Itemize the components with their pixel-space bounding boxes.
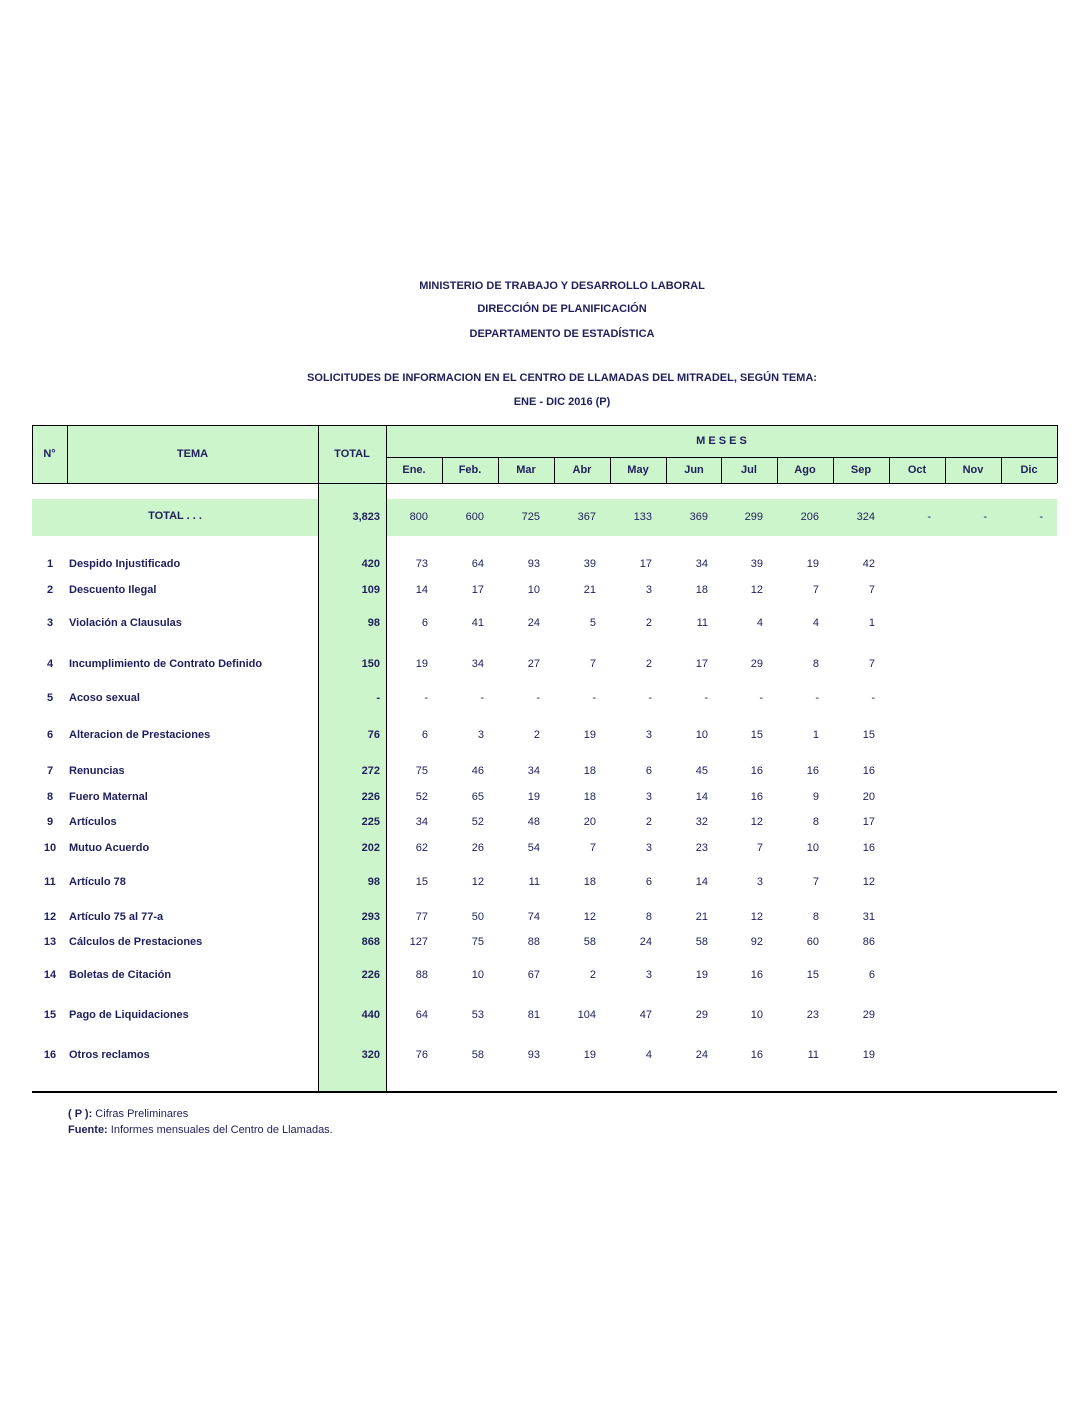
row-month-value: 34 [415, 816, 428, 828]
row-number: 8 [46, 791, 54, 803]
row-total: 98 [367, 876, 380, 888]
row-month-value: 19 [862, 1049, 875, 1061]
total-row-value: 600 [465, 511, 484, 523]
row-month-value: 12 [862, 876, 875, 888]
row-number: 12 [43, 911, 57, 923]
row-month-value: 7 [868, 658, 875, 670]
total-row-value: 299 [744, 511, 763, 523]
row-month-value: 14 [695, 876, 708, 888]
month-header: Dic [1020, 464, 1038, 476]
month-header: May [627, 464, 649, 476]
row-month-value: 92 [750, 936, 763, 948]
row-month-value: 2 [645, 617, 652, 629]
row-month-value: 86 [862, 936, 875, 948]
row-month-value: 20 [862, 791, 875, 803]
note-source [68, 1124, 333, 1136]
row-month-value: - [648, 692, 652, 704]
row-month-value: 8 [645, 911, 652, 923]
row-month-value: 3 [645, 842, 652, 854]
row-month-value: 60 [806, 936, 819, 948]
month-header: Ago [794, 464, 816, 476]
row-number: 4 [46, 658, 54, 670]
row-tema: Fuero Maternal [69, 791, 148, 803]
row-month-value: 88 [415, 969, 428, 981]
row-month-value: 5 [589, 617, 596, 629]
row-number: 14 [43, 969, 57, 981]
row-month-value: - [871, 692, 875, 704]
row-month-value: 46 [471, 765, 484, 777]
row-month-value: 16 [750, 765, 763, 777]
row-month-value: 104 [577, 1009, 596, 1021]
row-month-value: 8 [812, 658, 819, 670]
row-tema: Pago de Liquidaciones [69, 1009, 189, 1021]
row-total: 293 [361, 911, 380, 923]
row-month-value: 2 [645, 658, 652, 670]
row-month-value: 39 [583, 558, 596, 570]
row-month-value: 3 [756, 876, 763, 888]
row-month-value: 2 [589, 969, 596, 981]
row-tema: Artículo 78 [69, 876, 126, 888]
row-month-value: 58 [583, 936, 596, 948]
row-month-value: 34 [527, 765, 540, 777]
row-number: 1 [46, 558, 54, 570]
row-total: 150 [361, 658, 380, 670]
row-total: 109 [361, 584, 380, 596]
row-month-value: 3 [645, 729, 652, 741]
total-row-value: 206 [800, 511, 819, 523]
row-month-value: 74 [527, 911, 540, 923]
total-row-value: - [927, 511, 931, 523]
row-month-value: 11 [696, 617, 708, 629]
row-month-value: 19 [583, 729, 596, 741]
month-header: Jul [741, 464, 757, 476]
row-number: 3 [46, 617, 54, 629]
col-meses-header: M E S E S [696, 435, 747, 447]
month-header: Mar [516, 464, 536, 476]
row-month-value: 42 [862, 558, 875, 570]
row-month-value: 21 [583, 584, 596, 596]
row-month-value: 3 [645, 969, 652, 981]
row-month-value: 4 [645, 1049, 652, 1061]
row-month-value: 6 [645, 765, 652, 777]
row-month-value: 3 [477, 729, 484, 741]
row-month-value: 75 [415, 765, 428, 777]
row-month-value: 26 [471, 842, 484, 854]
row-total: 202 [361, 842, 380, 854]
row-month-value: 52 [415, 791, 428, 803]
row-total: 98 [367, 617, 380, 629]
row-month-value: 64 [415, 1009, 428, 1021]
row-month-value: 19 [583, 1049, 596, 1061]
row-month-value: 10 [806, 842, 819, 854]
table-top-border [32, 425, 1057, 426]
row-month-value: 67 [527, 969, 540, 981]
row-month-value: 16 [862, 842, 875, 854]
row-month-value: 76 [415, 1049, 428, 1061]
report-period: ENE - DIC 2016 (P) [513, 396, 611, 408]
row-month-value: 14 [695, 791, 708, 803]
row-month-value: 54 [527, 842, 540, 854]
row-month-value: 9 [812, 791, 819, 803]
row-month-value: 7 [812, 876, 819, 888]
total-row-value: 725 [521, 511, 540, 523]
row-number: 10 [43, 842, 57, 854]
col-num-header: N° [43, 448, 56, 460]
row-month-value: 16 [750, 791, 763, 803]
row-month-value: 15 [862, 729, 875, 741]
row-month-value: 15 [750, 729, 763, 741]
row-tema: Artículos [69, 816, 117, 828]
row-month-value: 93 [527, 558, 540, 570]
row-total: 440 [361, 1009, 380, 1021]
row-month-value: 16 [862, 765, 875, 777]
note-preliminary [68, 1108, 188, 1120]
row-total: 226 [361, 791, 380, 803]
row-number: 2 [46, 584, 54, 596]
row-month-value: 7 [589, 842, 596, 854]
row-month-value: - [759, 692, 763, 704]
row-month-value: 48 [527, 816, 540, 828]
row-month-value: - [592, 692, 596, 704]
row-number: 9 [46, 816, 54, 828]
total-row-total: 3,823 [352, 511, 380, 523]
row-number: 16 [43, 1049, 57, 1061]
row-month-value: 6 [421, 617, 428, 629]
header-right-border [1057, 425, 1058, 483]
row-total: 76 [367, 729, 380, 741]
row-month-value: 73 [415, 558, 428, 570]
row-month-value: 24 [695, 1049, 708, 1061]
row-month-value: 14 [415, 584, 428, 596]
row-month-value: 29 [862, 1009, 875, 1021]
row-month-value: 127 [409, 936, 428, 948]
row-total: - [376, 692, 380, 704]
row-month-value: 17 [639, 558, 652, 570]
row-number: 11 [44, 876, 56, 888]
row-month-value: 21 [695, 911, 708, 923]
row-month-value: 39 [750, 558, 763, 570]
row-month-value: 41 [471, 617, 484, 629]
row-tema: Renuncias [69, 765, 125, 777]
note-source-key: Fuente: [68, 1124, 108, 1136]
row-month-value: 16 [806, 765, 819, 777]
row-month-value: 17 [695, 658, 708, 670]
row-number: 15 [43, 1009, 57, 1021]
row-tema: Boletas de Citación [69, 969, 172, 981]
row-month-value: 23 [695, 842, 708, 854]
row-month-value: 8 [812, 911, 819, 923]
row-month-value: 10 [750, 1009, 763, 1021]
row-month-value: 81 [527, 1009, 540, 1021]
row-month-value: - [536, 692, 540, 704]
total-column-fill [318, 483, 386, 1092]
row-month-value: 17 [862, 816, 875, 828]
report-title: SOLICITUDES DE INFORMACION EN EL CENTRO DE LLAMADAS DEL MITRADEL, SEGÚN TEMA: [307, 372, 817, 384]
col-tema-header: TEMA [176, 448, 209, 460]
row-month-value: 6 [645, 876, 652, 888]
row-month-value: 65 [471, 791, 484, 803]
row-number: 7 [46, 765, 54, 777]
row-month-value: 20 [583, 816, 596, 828]
department-title: DEPARTAMENTO DE ESTADÍSTICA [469, 328, 655, 340]
total-row-value: 324 [856, 511, 875, 523]
row-total: 420 [361, 558, 380, 570]
month-header: Nov [962, 464, 984, 476]
row-tema: Incumplimiento de Contrato Definido [69, 658, 263, 670]
row-month-value: 7 [756, 842, 763, 854]
note-source-text: Informes mensuales del Centro de Llamadas. [107, 1124, 333, 1136]
total-column-left [318, 425, 319, 1092]
row-month-value: 29 [695, 1009, 708, 1021]
row-month-value: 24 [639, 936, 652, 948]
row-tema: Violación a Clausulas [69, 617, 182, 629]
row-month-value: 12 [750, 584, 763, 596]
row-month-value: 3 [645, 584, 652, 596]
row-month-value: 16 [750, 1049, 763, 1061]
row-month-value: 12 [583, 911, 596, 923]
row-total: 320 [361, 1049, 380, 1061]
row-month-value: 11 [528, 876, 540, 888]
row-month-value: 15 [415, 876, 428, 888]
row-month-value: 18 [583, 765, 596, 777]
row-month-value: - [424, 692, 428, 704]
note-preliminary-key: ( P ): [68, 1108, 93, 1120]
row-month-value: 2 [645, 816, 652, 828]
total-column-right [386, 425, 387, 1092]
row-month-value: 12 [750, 816, 763, 828]
row-month-value: 1 [868, 617, 875, 629]
row-month-value: 19 [415, 658, 428, 670]
row-month-value: 17 [471, 584, 484, 596]
header-bottom-border [32, 483, 1057, 484]
row-month-value: 34 [695, 558, 708, 570]
total-row-value: 369 [689, 511, 708, 523]
row-tema: Descuento Ilegal [69, 584, 157, 596]
row-month-value: 7 [812, 584, 819, 596]
row-month-value: 6 [421, 729, 428, 741]
total-row-value: 133 [633, 511, 652, 523]
row-month-value: 4 [812, 617, 819, 629]
row-month-value: 10 [471, 969, 484, 981]
row-month-value: 7 [589, 658, 596, 670]
row-month-value: 24 [527, 617, 540, 629]
row-total: 225 [361, 816, 380, 828]
row-month-value: 88 [527, 936, 540, 948]
row-month-value: 47 [639, 1009, 652, 1021]
row-month-value: 3 [645, 791, 652, 803]
note-preliminary-text: Cifras Preliminares [92, 1108, 189, 1120]
row-month-value: 19 [806, 558, 819, 570]
row-month-value: 18 [583, 791, 596, 803]
row-tema: Artículo 75 al 77-a [69, 911, 164, 923]
total-row-value: 367 [577, 511, 596, 523]
row-month-value: 93 [527, 1049, 540, 1061]
row-month-value: 58 [695, 936, 708, 948]
total-row-value: 800 [409, 511, 428, 523]
month-header: Oct [907, 464, 927, 476]
row-month-value: 19 [527, 791, 540, 803]
row-month-value: 45 [695, 765, 708, 777]
row-month-value: 29 [750, 658, 763, 670]
row-tema: Despido Injustificado [69, 558, 181, 570]
row-month-value: 31 [862, 911, 875, 923]
row-month-value: 11 [807, 1049, 819, 1061]
row-month-value: 23 [806, 1009, 819, 1021]
row-month-value: 27 [527, 658, 540, 670]
col-total-header: TOTAL [334, 448, 370, 460]
row-month-value: 8 [812, 816, 819, 828]
total-row-value: - [983, 511, 987, 523]
row-tema: Alteracion de Prestaciones [69, 729, 211, 741]
row-month-value: 6 [868, 969, 875, 981]
month-header: Ene. [402, 464, 426, 476]
row-month-value: 53 [471, 1009, 484, 1021]
row-tema: Mutuo Acuerdo [69, 842, 150, 854]
row-month-value: 7 [868, 584, 875, 596]
row-month-value: 15 [806, 969, 819, 981]
row-month-value: 50 [471, 911, 484, 923]
row-month-value: 58 [471, 1049, 484, 1061]
row-month-value: - [704, 692, 708, 704]
row-month-value: 10 [527, 584, 540, 596]
row-number: 13 [43, 936, 57, 948]
row-month-value: 52 [471, 816, 484, 828]
month-header: Sep [850, 464, 872, 476]
row-month-value: 18 [583, 876, 596, 888]
row-total: 868 [361, 936, 380, 948]
direction-title: DIRECCIÓN DE PLANIFICACIÓN [477, 303, 647, 315]
total-row-value: - [1039, 511, 1043, 523]
row-number: 6 [46, 729, 54, 741]
row-month-value: 19 [695, 969, 708, 981]
row-month-value: 34 [471, 658, 484, 670]
row-total: 226 [361, 969, 380, 981]
month-header: Jun [684, 464, 704, 476]
month-header: Feb. [458, 464, 482, 476]
row-month-value: 64 [471, 558, 484, 570]
row-month-value: 12 [471, 876, 484, 888]
row-month-value: 77 [415, 911, 428, 923]
row-month-value: 12 [750, 911, 763, 923]
row-month-value: 16 [750, 969, 763, 981]
month-header: Abr [572, 464, 592, 476]
row-month-value: 10 [695, 729, 708, 741]
row-tema: Acoso sexual [69, 692, 140, 704]
row-month-value: 62 [415, 842, 428, 854]
row-month-value: - [480, 692, 484, 704]
row-month-value: 2 [533, 729, 540, 741]
row-total: 272 [361, 765, 380, 777]
row-month-value: 32 [695, 816, 708, 828]
row-month-value: - [815, 692, 819, 704]
row-tema: Cálculos de Prestaciones [69, 936, 203, 948]
table-bottom-border [32, 1091, 1057, 1093]
row-month-value: 18 [695, 584, 708, 596]
row-tema: Otros reclamos [69, 1049, 150, 1061]
row-month-value: 75 [471, 936, 484, 948]
total-row-label: TOTAL . . . [148, 510, 202, 522]
row-month-value: 1 [812, 729, 819, 741]
ministry-title: MINISTERIO DE TRABAJO Y DESARROLLO LABORAL [419, 280, 705, 292]
row-month-value: 4 [756, 617, 763, 629]
row-number: 5 [46, 692, 54, 704]
